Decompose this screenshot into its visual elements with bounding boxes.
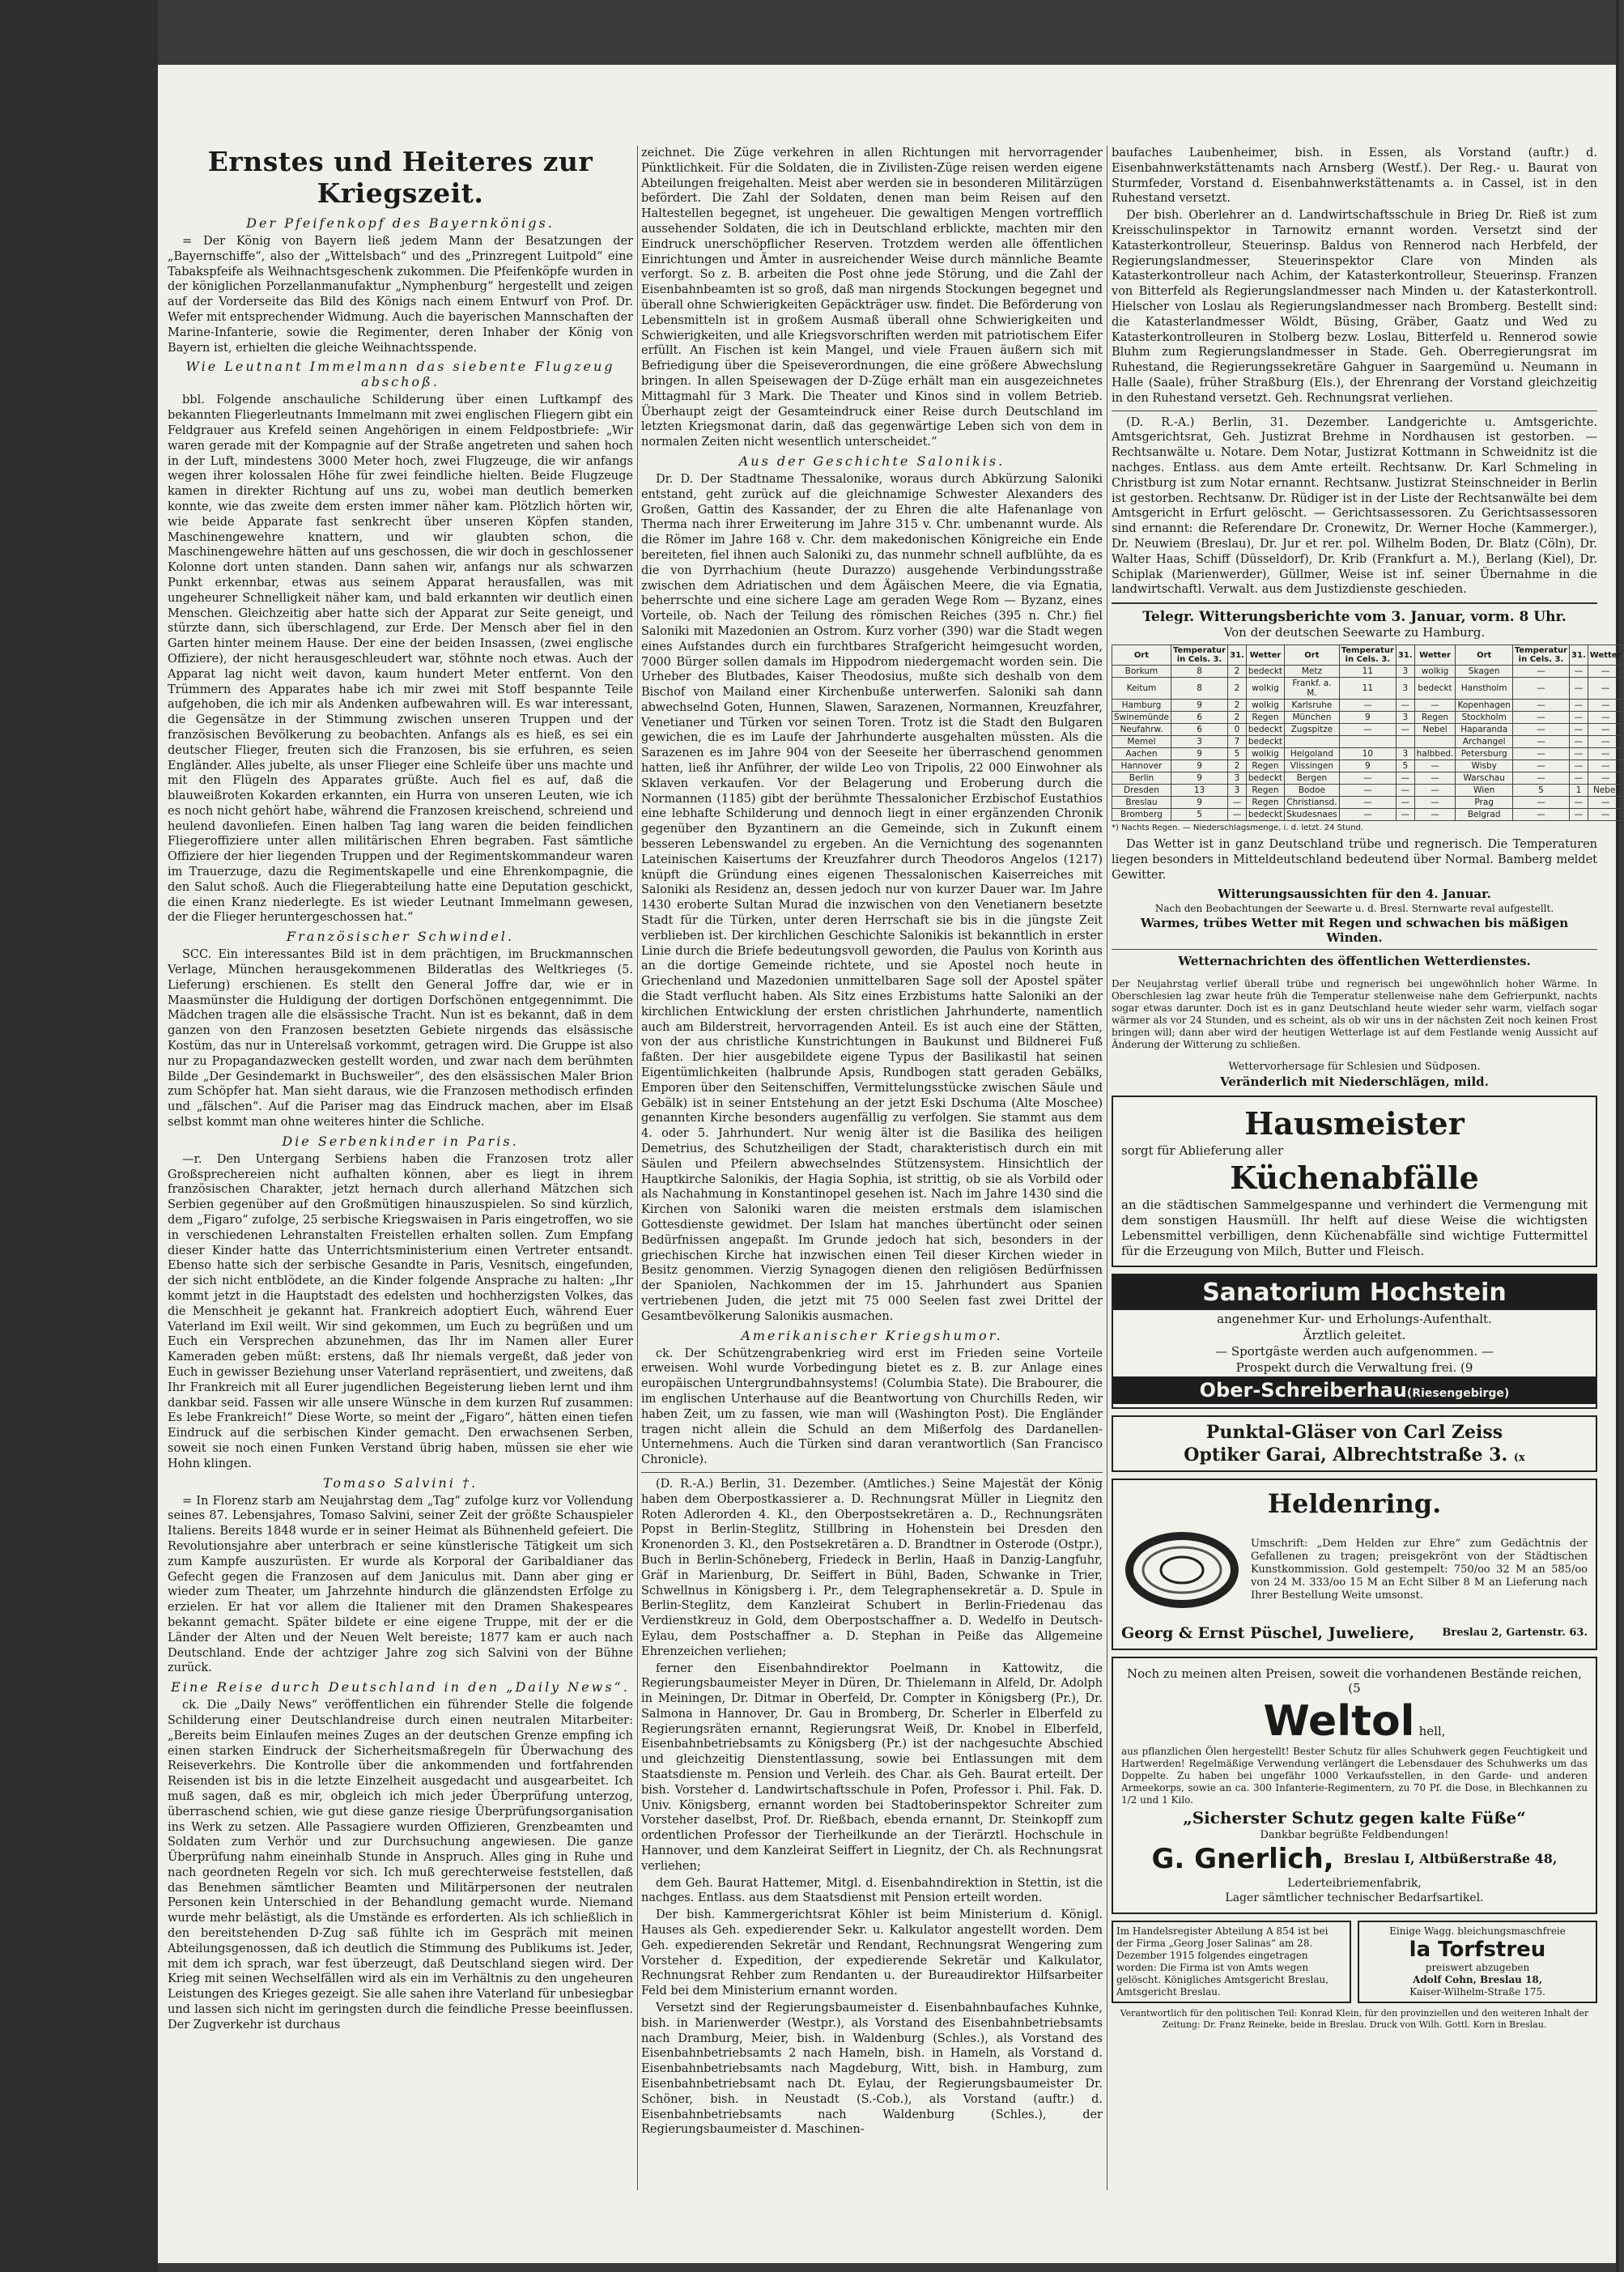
- weather-table-header-cell: Ort: [1112, 645, 1171, 666]
- ad-register-text: Im Handelsregister Abteilung A 854 ist bei der Firma „Georg Joser Salinas“ am 28. Dezember 1915 folgendes eingetragen worden: Die Firma ist von Amts wegen gelöscht. Königliches Amtsgericht Breslau, Amtsgericht Breslau.: [1116, 1925, 1329, 1998]
- weather-table-cell: —: [1339, 797, 1396, 809]
- article-paragraph: (D. R.-A.) Berlin, 31. Dezember. (Amtliches.) Seine Majestät der König haben dem Oberpostkassierer a. D. Rechnungsrat Müller in Liegnitz den Roten Adlerorden 4. Kl., den Oberpostsekretären a. D., Rechnungsräten Popst in Berlin-Steglitz, Stillbring in Hohenstein bei Dresden den Kronenorden 3. Kl., den Postsekretären a. D. Brandtner in Osterode (Ostpr.), Buch in Berlin-Schöneberg, Friedeck in Berlin, Haaß in Danzig-Langfuhr, Gräf in Marienburg, Dr. Seiffert in Bühl, Baden, Schwanke in Trier, Schwellnus in Königsberg i. Pr., dem Telegraphensekretär a. D. Spule in Berlin-Steglitz, dem Kanzleirat Schubert in Berlin-Friedenau das Verdienstkreuz in Gold, dem Oberpostschaffner a. D. Wedelfo in Deutsch-Eylau, dem Postschaffner a. D. Stephan in Peiße das Allgemeine Ehrenzeichen verliehen;: [641, 1477, 1103, 1658]
- ad-sanatorium-place-name: Ober-Schreiberhau: [1199, 1378, 1407, 1402]
- weather-table-cell: 10: [1339, 748, 1396, 760]
- weather-table-cell: Nebel: [1414, 724, 1456, 736]
- ad-zeiss-optiker: Optiker Garai, Albrechtstraße 3.: [1184, 1444, 1508, 1466]
- article-paragraph: = Der König von Bayern ließ jedem Mann der Besatzungen der „Bayernschiffe“, also der „Wittelsbach“ und des „Prinzregent Luitpold“ eine Tabakspfeife als Weihnachtsgeschenk zukommen. Die Pfeifenköpfe wurden in der königlichen Porzellanmanufaktur „Nymphenburg“ hergestellt und zeigen auf der Vorderseite das Bild des Königs nach einem Entwurf von Prof. Dr. Wefer mit entsprechender Widmung. Auch die bayerischen Mannschaften der Marine-Infanterie, sowie die Regimenter, deren Inhaber der König von Bayern ist, erhielten die gleiche Weihnachtsspende.: [168, 235, 633, 355]
- weather-table-cell: —: [1512, 712, 1569, 724]
- weather-table-cell: —: [1588, 678, 1623, 700]
- ad-torfstreu-address: Kaiser-Wilhelm-Straße 175.: [1409, 1985, 1545, 1998]
- weather-table-header-cell: Ort: [1456, 645, 1512, 666]
- weather-table-cell: Vlissingen: [1285, 760, 1340, 772]
- weather-table-cell: —: [1414, 760, 1456, 772]
- article-paragraph: (D. R.-A.) Berlin, 31. Dezember. Landgerichte u. Amtsgerichte. Amtsgerichtsrat, Geh. Justizrat Brehme in Nordhausen ist gestorben. — Rechtsanwälte u. Notare. Dem Notar, Justizrat Kottmann in Schweidnitz ist die nachges. Entlass. aus dem Amte erteilt. Rechtsanw. Dr. Karl Schmeling in Christburg ist zum Notar ernannt. Rechtsanw. Justizrat Steinschneider in Berlin ist gestorben. Rechtsanw. Dr. Rüdiger ist in der Liste der Rechtsanwälte bei dem Amtsgericht in Erfurt gelöscht. — Gerichtsassessoren. Zu Gerichtsassessoren sind ernannt: die Referendare Dr. Cronewitz, Dr. Werner Hoche (Kammerger.), Dr. Neuwiem (Breslau), Dr. Jur et rer. pol. Wilhelm Boden, Dr. Blatz (Cöln), Dr. Walter Haas, Schiff (Düsseldorf), Dr. Krib (Frankfurt a. M.), Berlang (Kiel), Dr. Schiplak (Marienwerder), Güllmer, Weise ist inf. seiner Übernahme in die landwirtschaftl. Verwalt. aus dem Justizdienste geschieden.: [1112, 415, 1597, 597]
- weather-table-cell: Metz: [1285, 666, 1340, 678]
- ad-torfstreu: [1358, 1921, 1597, 2003]
- ad-ref: (9: [1460, 1359, 1473, 1375]
- ad-sanatorium-line: — Sportgäste werden auch aufgenommen. —: [1215, 1343, 1494, 1359]
- weather-table-cell: Regen: [1246, 712, 1284, 724]
- ad-ref: (5: [1348, 1680, 1361, 1695]
- weather-table-cell: Prag: [1456, 797, 1512, 809]
- column-3: [1112, 146, 1622, 2190]
- section-title: Wie Leutnant Immelmann das siebente Flugzeug abschoß.: [185, 359, 615, 390]
- weather-table-cell: 7: [1228, 736, 1247, 748]
- weather-service-title: Wetternachrichten des öffentlichen Wetterdienstes.: [1178, 953, 1531, 968]
- weather-table-cell: —: [1512, 772, 1569, 785]
- weather-table-cell: —: [1588, 809, 1623, 821]
- weather-table-cell: —: [1396, 797, 1414, 809]
- ad-heldenring-body: [1121, 1521, 1588, 1619]
- weather-table-row: [1112, 797, 1624, 809]
- section-title: Französischer Schwindel.: [287, 929, 514, 945]
- weather-table-cell: Kopenhagen: [1456, 700, 1512, 712]
- weather-table-cell: 13: [1171, 785, 1227, 797]
- forecast-title: Witterungsaussichten für den 4. Januar.: [1218, 886, 1491, 901]
- weather-note: *) Nachts Regen. — Niederschlagsmenge, i. d. letzt. 24 Stund.: [1112, 823, 1364, 833]
- weather-table-cell: Nebel: [1588, 785, 1623, 797]
- weather-table-cell: —: [1588, 772, 1623, 785]
- newspaper-page: [158, 65, 1622, 2263]
- weather-table-cell: —: [1512, 736, 1569, 748]
- weather-table-cell: wolkig: [1414, 666, 1456, 678]
- weather-table-cell: —: [1570, 712, 1588, 724]
- article-paragraph: ferner den Eisenbahndirektor Poelmann in Kattowitz, die Regierungsbaumeister Meyer in Düren, Dr. Thielemann in Alfeld, Dr. Adolph in Meiningen, Dr. Ditmar in Oberfeld, Dr. Compter in Königsberg (Pr.), Dr. Salmona in Hannover, Dr. Gau in Bromberg, Dr. Scherler in Elberfeld zu Regierungsräten ernannt, Regierungsrat Weiß, Dr. Knobel in Elberfeld, Eisenbahnbetriebsamts zu Königsberg (Pr.) ist der nachgesuchte Abschied und gleichzeitig Dienstentlassung, sowie bei Entlassungen mit dem Staatsdienste m. Pension und Verleih. des Char. als Geh. Baurat erteilt. Der bish. Vorsteher d. Landwirtschaftsschule in Pofen, Professor i. Phil. Fak. D. Univ. Königsberg, ernannt worden bei Stadtoberinspektor Schreiter zum Vorsteher daselbst, Prof. Dr. Rießbach, ebenda ernannt, Dr. Steinkopff zum ordentlichen Professor der Tierheilkunde an der Tierärztl. Hochschule in Hannover, und dem Kanzleirat Seiffert in Liegnitz, der Ch. als Rechnungsrat verliehen;: [641, 1661, 1103, 1873]
- weather-table-header-cell: 31.: [1228, 645, 1247, 666]
- ad-weltol-suffix: hell,: [1418, 1723, 1446, 1738]
- scan-border-right: [1616, 0, 1619, 2272]
- weather-table-cell: [1339, 736, 1396, 748]
- scan-border-left: [0, 0, 158, 2272]
- ad-torfstreu-line: Einige Wagg. bleichungsmaschfreie: [1389, 1925, 1566, 1937]
- weather-table-cell: —: [1588, 797, 1623, 809]
- weather-table-cell: —: [1588, 760, 1623, 772]
- weather-table-header-cell: Wetter: [1588, 645, 1623, 666]
- weather-table-cell: —: [1414, 772, 1456, 785]
- weather-table-cell: Skudesnaes: [1285, 809, 1340, 821]
- weather-table-header-cell: Ort: [1285, 645, 1340, 666]
- weather-table-cell: 3: [1228, 785, 1247, 797]
- weather-table-cell: 9: [1171, 700, 1227, 712]
- weather-table-cell: —: [1339, 785, 1396, 797]
- weather-table-cell: 9: [1171, 772, 1227, 785]
- ad-sanatorium-place: [1113, 1376, 1596, 1404]
- weather-table-cell: Regen: [1414, 712, 1456, 724]
- weather-table-cell: Dresden: [1112, 785, 1171, 797]
- weather-table-cell: —: [1570, 736, 1588, 748]
- weather-table-cell: 9: [1171, 797, 1227, 809]
- forecast-source: Nach den Beobachtungen der Seewarte u. d. Bresl. Sternwarte reval aufgestellt.: [1154, 902, 1554, 914]
- weather-table-cell: bedeckt: [1246, 772, 1284, 785]
- weather-table-header: [1112, 645, 1624, 666]
- weather-table-cell: —: [1512, 797, 1569, 809]
- weather-table-cell: Bergen: [1285, 772, 1340, 785]
- weather-table-cell: —: [1396, 809, 1414, 821]
- weather-table-cell: Regen: [1246, 760, 1284, 772]
- weather-table-cell: —: [1512, 700, 1569, 712]
- article-paragraph: SCC. Ein interessantes Bild ist in dem prächtigen, im Bruckmannschen Verlage, München herausgekommenen Bilderatlas des Weltkrieges (5. Lieferung) erschienen. Es stellt den General Joffre dar, wie er in Maasmünster die Huldigung der dortigen Dorfschönen entgegennimmt. Die Mädchen tragen alle die elsässische Tracht. Nun ist es bekannt, daß in dem ganzen von den Franzosen besetzten Gebiete nirgends das elsässische Kostüm, das nur in Unterelsaß vorkommt, getragen wird. Die Gruppe ist also nur zu Propagandazwecken gestellt worden, und zwar nach dem berühmten Bilde „Der Gesindemarkt in Buchsweiler“, des den elsässischen Maler Brion zum Schöpfer hat. Man sieht daraus, wie die Franzosen methodisch erfinden und „fälschen“. Auf die Pariser mag das Eindruck machen, aber im Elsaß selbst kommt man ohne weiteres hinter die Schliche.: [168, 948, 633, 1130]
- article-paragraph: Versetzt sind der Regierungsbaumeister d. Eisenbahnbaufaches Kuhnke, bish. in Marienwerder (Westpr.), als Vorstand des Eisenbahnbetriebsamts nach Dramburg, Meier, bish. in Waldenburg (Schles.), als Vorstand des Eisenbahnbetriebsamts 2 nach Hameln, bish. in Hameln, als Vorstand d. Eisenbahnbetriebsamts nach Magdeburg, Witt, bish. in Hamburg, zum Eisenbahnbetriebsamt nach Dt. Eylau, der Regierungsbaumeister Dr. Schöner, bish. in Neustadt (S.-Cob.), als Vorstand (auftr.) d. Eisenbahnbetriebsamts nach Waldenburg (Schles.), der Regierungsbaumeister d. Maschinen-: [641, 2002, 1103, 2137]
- ad-weltol-brand: [1121, 1697, 1588, 1746]
- weather-table-cell: —: [1588, 748, 1623, 760]
- weather-table-cell: Berlin: [1112, 772, 1171, 785]
- weather-table-row: [1112, 678, 1624, 700]
- weather-table-cell: [1414, 736, 1456, 748]
- section-title: Aus der Geschichte Salonikis.: [738, 453, 1005, 469]
- weather-table-cell: —: [1588, 700, 1623, 712]
- weather-table-cell: 3: [1396, 712, 1414, 724]
- ad-sanatorium-title: Sanatorium Hochstein: [1113, 1275, 1596, 1310]
- ad-weltol-firm-row: [1121, 1843, 1588, 1875]
- ad-weltol-thanks: Dankbar begrüßte Feldbendungen!: [1260, 1828, 1449, 1841]
- weather-table-cell: —: [1414, 797, 1456, 809]
- weather-table-cell: —: [1588, 736, 1623, 748]
- weather-table-cell: Neufahrw.: [1112, 724, 1171, 736]
- weather-table-cell: —: [1228, 809, 1247, 821]
- ad-ref: (x: [1513, 1451, 1525, 1464]
- weather-table-cell: Stockholm: [1456, 712, 1512, 724]
- weather-table-cell: 9: [1339, 760, 1396, 772]
- ad-weltol: [1112, 1657, 1597, 1914]
- weather-table-cell: —: [1396, 772, 1414, 785]
- weather-table-cell: —: [1512, 809, 1569, 821]
- ad-heldenring: [1112, 1479, 1597, 1650]
- weather-table-cell: Hanstholm: [1456, 678, 1512, 700]
- section-title: Die Serbenkinder in Paris.: [282, 1133, 519, 1149]
- ad-heldenring-firm-row: [1121, 1624, 1588, 1642]
- weather-table-cell: —: [1588, 724, 1623, 736]
- weather-table-cell: —: [1512, 666, 1569, 678]
- weather-table-cell: 0: [1228, 724, 1247, 736]
- weather-table-cell: —: [1570, 700, 1588, 712]
- weather-table-row: [1112, 748, 1624, 760]
- ad-zeiss: [1112, 1415, 1597, 1472]
- weather-table-row: [1112, 724, 1624, 736]
- weather-table-cell: 3: [1396, 678, 1414, 700]
- weather-table-cell: 3: [1396, 748, 1414, 760]
- article-paragraph: Dr. D. Der Stadtname Thessalonike, woraus durch Abkürzung Saloniki entstand, geht zurück auf die gleichnamige Schwester Alexanders des Großen, Gattin des Kassander, der zu Ehren die alte Hafenanlage von Therma nach ihrer Erweiterung im Jahre 315 v. Chr. umbenannt wurde. Als die Römer im Jahre 168 v. Chr. dem makedonischen Königreiche ein Ende bereiteten, fiel ihnen auch Saloniki zu, das nunmehr schnell aufblühte, da es die von Dyrrhachium (heute Durazzo) ausgehende Verbindungsstraße zwischen dem Adriatischen und dem Ägäischen Meere, die via Egnatia, beherrschte und eine sichere Lage am geraden Wege Rom — Byzanz, eines Vorteile, ob. Nach der Teilung des römischen Reiches (395 n. Chr.) fiel Saloniki mit Mazedonien an Ostrom. Kurz vorher (390) war die Stadt wegen eines Aufstandes durch ein furchtbares Strafgericht heimgesucht worden, 7000 Bürger sollen damals im Hippodrom niedergemacht worden sein. Die Urheber des Blutbades, Kaiser Theodosius, mußte sich deshalb von dem Bischof von Mailand einer Kirchenbuße unterwerfen. Saloniki sah dann abwechselnd Goten, Hunnen, Slawen, Sarazenen, Normannen, Kreuzfahrer, Venetianer und Türken vor seinen Toren. Trotz ist die Stadt den Bulgaren gewichen, die es im Laufe der Jahrhunderte ausgehalten müssten. Als die Sarazenen es im Jahre 904 von der Seeseite her überraschend genommen hatten, ließ ihr Anführer, der wilde Leo von Tripolis, 22 000 Einwohner als Sklaven verkaufen. Vor der Belagerung und Eroberung durch die Normannen (1185) gibt der berühmte Thessalonicher Erzbischof Eustathios eine lebhafte Schilderung und dennoch liegt in einer ergänzenden Chronik gegenüber den Byzantinern an die Gemeinde, sich in Zukunft einem besseren Lebenswandel zu ergeben. An die Vernichtung des sogenannten Lateinischen Kaisertums der Kreuzfahrer durch Theodoros Angelos (1217) knüpft die Gründung eines eigenen Thessalonischen Kaiserreiches mit Saloniki als Residenz an, dessen jedoch nur von kurzer Dauer war. Im Jahre 1430 eroberte Sultan Murad die inzwischen von den Venetianern besetzte Stadt für die Türken, unter deren Herrschaft sie bis in die jüngste Zeit verblieben ist. Der kirchlichen Geschichte Salonikis ist bekanntlich in erster Linie durch die Briefe bedeutungsvoll geworden, die Paulus von Korinth aus an die dortige Gemeinde richtete, und sie Apostel noch heute in Griechenland und Mazedonien unmittelbaren Sage soll der Apostel später die Stadt verflucht haben. Als Sitz eines Erzbistums hatte Saloniki an der kirchlichen Entwicklung der ersten christlichen Jahrhunderte, namentlich auch am Bilderstreit, hervorragenden Anteil. Es ist auch eine der Stätten, von der aus christliche Kunstrichtungen in Baukunst und Bildnerei Fuß faßten. Der hier ausgebildete eigene Typus der Basilikastil hat seinen Eigentümlichkeiten (halbrunde Apsis, Rundbogen statt geraden Gebälks, Emporen über den Seitenschiffen, Vermittelungsstücke zwischen Säule und Gebälk) ist in seiner Entstehung an der jetzt Eski Dschuma (Alte Moschee) genannten Kirche besonders augenfällig zu verfolgen. Sie stammt aus dem 4. oder 5. Jahrhundert. Nur wenig älter ist die Basilika des heiligen Demetrius, des Schutzheiligen der Stadt, charakteristisch durch ein mit Säulen und Pfeilern abwechselndes Stützensystem. Hinsichtlich der Hauptkirche Salonikis, der Hagia Sophia, ist strittig, ob sie als Vorbild oder als Nachahmung in Konstantinopel gesehen ist. Nach im Jahre 1430 sind die Kirchen von Saloniki waren die meisten erstmals dem islamischen Gottesdienste gewidmet. Der Islam hat manches übertüncht oder seinen Bedürfnissen angepaßt. Im Grunde jedoch hat sich, besonders in der griechischen Kirche hat inzwischen einen Teil dieser Kirchen wieder in Besitz genommen. Vierzig Synagogen dienen den religiösen Bedürfnissen der Spaniolen, Nachkommen der im 15. Jahrhundert aus Spanien vertriebenen Juden, die jetzt mit 75 000 Seelen fast zwei Drittel der Gesamtbevölkerung Salonikis ausmachen.: [641, 472, 1103, 1323]
- weather-table-header-cell: 31.: [1396, 645, 1414, 666]
- ad-weltol-address: Breslau I, Altbüßerstraße 48,: [1343, 1851, 1558, 1866]
- weather-table-cell: Christiansd.: [1285, 797, 1340, 809]
- weather-table-cell: —: [1396, 700, 1414, 712]
- imprint: Verantwortlich für den politischen Teil: Konrad Klein, für den provinziellen und den weiteren Inhalt der Zeitung: Dr. Franz Reineke, beide in Breslau. Druck von Wilh. Gottl. Korn in Breslau.: [1120, 2007, 1589, 2030]
- ad-hausmeister-title: Hausmeister: [1244, 1104, 1465, 1142]
- weather-table-cell: wolkig: [1246, 748, 1284, 760]
- weather-table-cell: Bodoe: [1285, 785, 1340, 797]
- weather-table-header-cell: Wetter: [1414, 645, 1456, 666]
- weather-table-cell: —: [1414, 785, 1456, 797]
- weather-table-cell: bedeckt: [1246, 724, 1284, 736]
- weather-table-cell: halbbed.: [1414, 748, 1456, 760]
- weather-table-cell: Borkum: [1112, 666, 1171, 678]
- weather-table-cell: 2: [1228, 666, 1247, 678]
- ad-zeiss-line: [1116, 1444, 1592, 1466]
- weather-table-cell: Wisby: [1456, 760, 1512, 772]
- article-paragraph: zeichnet. Die Züge verkehren in allen Richtungen mit hervorragender Pünktlichkeit. Für die Soldaten, die in Zivilisten-Züge reisen werden eigene Abteilungen freigehalten. Meist aber werden sie in besonderen Militärzügen befördert. Die Zahl der Soldaten, denen man beim Reisen auf den Haltestellen begegnet, ist ungeheuer. Die gewaltigen Mengen vortrefflich aussehender Soldaten, die ich in Deutschland erblickte, machten mir den Eindruck unerschöpflicher Reserven. Trotzdem werden alle öffentlichen Einrichtungen und Ämter in ausreichender Weise durch männliche Beamte verforgt. So z. B. arbeiten die Post ohne jede Störung, und die Zahl der Eisenbahnbeamten ist so groß, daß man nirgends Stockungen begegnet und überall ohne Schwierigkeiten Gepäckträger usw. findet. Die Beförderung von Lebensmitteln ist in großem Ausmaß überall ohne Schwierigkeiten und Schwierigkeiten, und alle Kriegsvorschriften werden mit patriotischem Eifer erfüllt. An Fischen ist kein Mangel, und viele Frauen äußern sich mit Befriedigung über die Speiseverordnungen, die eine größere Abwechslung bringen. In allen Speisewagen der D-Züge erhält man ein ausgezeichnetes Mittagmahl für 3 Mark. Die Theater und Kinos sind in vollem Betrieb. Überhaupt zeigt der Gesamteindruck einer Reise durch Deutschland im letzten Kriegsmonat darin, daß das gegenwärtige Leben sich von dem in normalen Zeiten nicht wesentlich unterscheidet.“: [641, 147, 1103, 449]
- outlook-text: Veränderlich mit Niederschlägen, mild.: [1220, 1074, 1489, 1089]
- weather-table-cell: 6: [1171, 712, 1227, 724]
- weather-table-cell: —: [1339, 772, 1396, 785]
- divider: [641, 1472, 1103, 1473]
- weather-table-cell: 5: [1228, 748, 1247, 760]
- weather-table-cell: 2: [1228, 700, 1247, 712]
- main-headline: Ernstes und Heiteres zur Kriegszeit.: [207, 146, 593, 209]
- outlook-title: Wettervorhersage für Schlesien und Südposen.: [1228, 1060, 1481, 1073]
- weather-table-cell: Zugspitze: [1285, 724, 1340, 736]
- weather-table-cell: Skagen: [1456, 666, 1512, 678]
- weather-table-cell: bedeckt: [1246, 736, 1284, 748]
- weather-table-row: [1112, 772, 1624, 785]
- weather-table-cell: —: [1512, 724, 1569, 736]
- weather-table-row: [1112, 712, 1624, 724]
- weather-table-cell: Regen: [1246, 785, 1284, 797]
- ad-register: [1112, 1921, 1351, 2003]
- weather-table-cell: —: [1570, 678, 1588, 700]
- weather-table-header-cell: Wetter: [1246, 645, 1284, 666]
- column-2: [641, 146, 1103, 2190]
- weather-table-row: [1112, 700, 1624, 712]
- weather-table-row: [1112, 760, 1624, 772]
- weather-table-cell: —: [1588, 666, 1623, 678]
- ad-torfstreu-line: preiswert abzugeben: [1425, 1961, 1530, 1973]
- ad-heldenring-title: Heldenring.: [1267, 1487, 1442, 1519]
- weather-table-cell: —: [1396, 785, 1414, 797]
- weather-table-cell: —: [1570, 724, 1588, 736]
- weather-table-cell: Hannover: [1112, 760, 1171, 772]
- weather-table-cell: Warschau: [1456, 772, 1512, 785]
- ad-heldenring-address: Breslau 2, Gartenstr. 63.: [1442, 1627, 1588, 1639]
- weather-table-cell: 2: [1228, 760, 1247, 772]
- weather-table-cell: 11: [1339, 678, 1396, 700]
- weather-table-cell: —: [1588, 712, 1623, 724]
- weather-table-row: [1112, 736, 1624, 748]
- article-paragraph: bbl. Folgende anschauliche Schilderung über einen Luftkampf des bekannten Fliegerleutnants Immelmann mit zwei englischen Fliegern gibt ein Feldgrauer aus Krefeld seinen Angehörigen in einem Feldpostbriefe: „Wir waren gerade mit der Kompagnie auf der Straße angetreten und sahen hoch in der Luft, mindestens 3000 Meter hoch, zwei Flugzeuge, die wir anfangs wegen ihrer kolossalen Höhe für zwei feindliche hielten. Beide Flugzeuge kamen in direkter Richtung auf uns zu, wobei man deutlich bemerken konnte, wie das zweite dem ersten immer näher kam. Plötzlich hörten wir, wie beide Apparate fast senkrecht über unseren Köpfen standen, Maschinengewehre knattern, und wir glaubten schon, die Maschinengewehre hätten auf uns geschossen, die wir doch in geschlossener Kolonne dort unten standen. Dann sahen wir, anfangs nur als schwarzen Punkt erkennbar, etwas aus seinem Apparat herausfallen, was mit ungeheurer Schnelligkeit näher kam, und bald erkannten wir deutlich einen Menschen. Gleichzeitig aber hatte sich der Apparat zur Seite geneigt, und stürzte dann, sich überschlagend, zur Erde. Der Mensch aber fiel in den Garten hinter meinem Hause. Der eine der beiden Insassen, (zwei englische Offiziere), der nicht herausgeschleudert war, stöhnte noch etwas. Auch der Apparat lag nicht weit davon, kaum hundert Meter entfernt. Von den Trümmern des Apparates habe ich mir zwei mit Stoff bespannte Teile aufgehoben, die ich mir als Andenken aufbewahren will. Es war interessant, die Gegensätze in der Stimmung zwischen unseren Truppen und der französischen Bevölkerung zu beobachten. Anfangs als es hieß, es sei ein deutscher Flieger, freuten sich die Franzosen, bis sie erfuhren, es seien Engländer. Alles jubelte, als unser Flieger eine Schleife über uns machte und mit den Flügeln des Apparates grüßte. Auch fiel es auf, daß die blauweißroten Kokarden erkannten, ein Hurra von unseren Leuten, wie ich es noch nicht gehört habe, während die Franzosen kreischend, schreiend und heulend davonliefen. Einen halben Tag lang waren die beiden feindlichen Fliegeroffiziere unter allen militärischen Ehren begraben. Fast sämtliche Offiziere der hier liegenden Truppen und der Regimentskommandeur waren im Trauerzuge, dazu die Regimentskapelle und eine Ehrenkompagnie, die den Salut schoß. Auch die Fliegerabteilung hatte eine Deputation geschickt, die einen Kranz niederlegte. Es ist wieder Leutnant Immelmann gewesen, der die Flieger heruntergeschossen hat.“: [168, 394, 633, 925]
- article-paragraph: dem Geh. Baurat Hattemer, Mitgl. d. Eisenbahndirektion in Stettin, ist die nachges. Entlass. aus dem Staatsdienst mit Pension erteilt worden.: [641, 1876, 1103, 1905]
- section-title: Tomaso Salvini †.: [322, 1474, 478, 1491]
- weather-table-cell: Breslau: [1112, 797, 1171, 809]
- ad-sanatorium-line: angenehmer Kur- und Erholungs-Aufenthalt.: [1217, 1311, 1492, 1326]
- ad-weltol-firm: G. Gnerlich,: [1151, 1842, 1334, 1875]
- weather-table-row: [1112, 666, 1624, 678]
- weather-table-cell: bedeckt: [1246, 666, 1284, 678]
- article-paragraph: baufaches Laubenheimer, bish. in Essen, als Vorstand (auftr.) d. Eisenbahnwerkstättenamts nach Arnsberg (Westf.). Der Reg.- u. Baurat von Sturmfeder, Vorstand d. Eisenbahnwerkstättenamts a. in Cassel, ist in den Ruhestand versetzt.: [1112, 147, 1597, 206]
- weather-table-cell: Bromberg: [1112, 809, 1171, 821]
- ad-hausmeister-line: sorgt für Ablieferung aller: [1121, 1142, 1284, 1158]
- weather-table-cell: Belgrad: [1456, 809, 1512, 821]
- weather-table-cell: Hamburg: [1112, 700, 1171, 712]
- ring-icon: [1121, 1525, 1243, 1615]
- ad-hausmeister: [1112, 1096, 1597, 1267]
- article-paragraph: ck. Der Schützengrabenkrieg wird erst im Frieden seine Vorteile erweisen. Wohl wurde Vorbedingung bietet es z. B. zur Anlage eines europäischen Untergrundbahnsystems! (Columbia State). Die Brabourer, die im englischen Unterhause auf die Beantwortung von Churchills Reden, wir haben Zeit, um zu fassen, wie man will (Washington Post). Die Engländer tragen nicht allein die Schuld an dem Mißerfolg des Dardanellen-Unternehmens. Auch die Türken sind daran verantwortlich (San Francisco Chronicle).: [641, 1347, 1103, 1467]
- ad-weltol-title: Weltol: [1263, 1696, 1415, 1746]
- small-ads-row: [1112, 1921, 1597, 2003]
- weather-table-cell: Helgoland: [1285, 748, 1340, 760]
- weather-table-cell: 2: [1228, 678, 1247, 700]
- weather-table-cell: —: [1396, 724, 1414, 736]
- weather-table-cell: Keitum: [1112, 678, 1171, 700]
- ad-weltol-intro-text: Noch zu meinen alten Preisen, soweit die vorhandenen Bestände reichen,: [1126, 1666, 1583, 1681]
- weather-table: [1112, 645, 1624, 821]
- ad-heldenring-firm: Georg & Ernst Püschel, Juweliere,: [1121, 1623, 1415, 1642]
- weather-table-cell: Frankf. a. M.: [1285, 678, 1340, 700]
- ad-zeiss-title: Punktal-Gläser von Carl Zeiss: [1205, 1421, 1503, 1443]
- ad-torfstreu-title: la Torfstreu: [1409, 1937, 1546, 1962]
- article-paragraph: ck. Die „Daily News“ veröffentlichen ein führender Stelle die folgende Schilderung einer Deutschlandreise durch einen neutralen Mitarbeiter: „Bereits beim Einlaufen meines Zuges an der deutschen Grenze empfing ich einen starken Eindruck der Sicherheitsmaßregeln für Überwachung des Reiseverkehrs. Die Kontrolle über die ankommenden und fortfahrenden Reisenden ist bis in die letzte Einzelheit ausgedacht und ausgearbeitet. Ich muß sagen, daß es mir, obgleich ich mich jeder Überprüfung unterzog, überraschend schien, wie gut diese ganze riesige Überprüfungsorganisation ins Werk zu setzen. Alle Passagiere wurden Offizieren, Grenzbeamten und Soldaten zum Verhör und zur Durchsuchung angewiesen. Die ganze Überprüfung nahm eineinhalb Stunde in Anspruch. Alles ging in Ruhe und nach geordneten Regeln vor sich. Ich muß gerechterweise feststellen, daß das Benehmen sämtlicher Beamten und Militärpersonen der neutralen Personen kein Unterschied in der Behandlung gemacht wurde. Niemand wurde mehr belästigt, als die Umstände es erforderten. Als ich schließlich in den bereitstehenden D-Zug saß fühlte ich im Gespräch mit meinen Abteilungsgenossen, daß ich deutlich die Stimmung des Publikums ist. Jeder, mit dem ich sprach, war fest überzeugt, daß Deutschland siegen wird. Der Krieg mit seinen Wechselfällen wird als ein im Verhältnis zu den ungeheuren Leistungen des Krieges gezeigt. Sie alle sahen ihre Vaterland für unbesiegbar und lassen sich nicht im geringsten durch die feindliche Presse beeinflussen. Der Zugverkehr ist durchaus: [168, 1699, 633, 2032]
- ad-weltol-intro: [1121, 1666, 1588, 1695]
- weather-table-header-cell: Temperatur in Cels. 3.: [1171, 645, 1227, 666]
- ad-heldenring-text: Umschrift: „Dem Helden zur Ehre“ zum Gedächtnis der Gefallenen zu tragen; preisgekrönt von der Städtischen Kunstkommission. Gold gestempelt: 750/oo 32 M an 585/oo von 24 M. 333/oo 15 M an Echt Silber 8 M an Lieferung nach Ihrer Bestellung Weite umsonst.: [1251, 1537, 1588, 1602]
- weather-table-cell: —: [1570, 797, 1588, 809]
- weather-table-cell: wolkig: [1246, 700, 1284, 712]
- weather-table-cell: bedeckt: [1414, 678, 1456, 700]
- weather-table-cell: 5: [1396, 760, 1414, 772]
- weather-table-cell: Petersburg: [1456, 748, 1512, 760]
- weather-table-cell: [1396, 736, 1414, 748]
- weather-table-cell: 1: [1570, 785, 1588, 797]
- weather-table-cell: —: [1339, 700, 1396, 712]
- weather-table-cell: bedeckt: [1246, 809, 1284, 821]
- weather-table-cell: —: [1570, 760, 1588, 772]
- ad-weltol-desc: Lederteibriemenfabrik,: [1287, 1876, 1422, 1890]
- weather-table-cell: —: [1512, 748, 1569, 760]
- weather-table-cell: —: [1512, 760, 1569, 772]
- ad-torfstreu-firm: Adolf Cohn, Breslau 18,: [1413, 1973, 1542, 1985]
- weather-table-cell: —: [1228, 797, 1247, 809]
- ad-weltol-text: aus pflanzlichen Ölen hergestellt! Bester Schutz für alles Schuhwerk gegen Feuchtigkeit und Hartwerden! Regelmäßige Verwendung verlängert die Lebensdauer des Schuhwerks um das Doppelte. Zu haben bei ungefähr 1000 Verkaufsstellen, in den Garde- und anderen Armeekorps, sowie an ca. 300 Infanterie-Regimentern, zu 70 Pf. die Dose, in Blechkannen zu 1/2 und 1 Kilo.: [1121, 1745, 1588, 1806]
- forecast-text: Warmes, trübes Wetter mit Regen und schwachen bis mäßigen Winden.: [1140, 915, 1569, 945]
- weather-table-cell: —: [1339, 724, 1396, 736]
- weather-table-cell: [1285, 736, 1340, 748]
- weather-text: Das Wetter ist in ganz Deutschland trübe und regnerisch. Die Temperaturen liegen besonders in Mitteldeutschland bedeutend über Normal. Bamberg meldet Gewitter.: [1112, 838, 1597, 882]
- ad-weltol-slogan: „Sicherster Schutz gegen kalte Füße“: [1183, 1807, 1526, 1827]
- weather-table-row: [1112, 809, 1624, 821]
- weather-table-cell: Swinemünde: [1112, 712, 1171, 724]
- column-rule-1: [637, 146, 638, 2190]
- weather-table-cell: München: [1285, 712, 1340, 724]
- ad-hausmeister-title2: Küchenabfälle: [1230, 1159, 1479, 1196]
- weather-table-cell: 11: [1339, 666, 1396, 678]
- weather-table-cell: —: [1570, 666, 1588, 678]
- weather-table-cell: Wien: [1456, 785, 1512, 797]
- section-title: Eine Reise durch Deutschland in den „Daily News“.: [171, 1679, 630, 1695]
- weather-table-cell: 5: [1512, 785, 1569, 797]
- divider: [1112, 602, 1597, 604]
- weather-table-cell: Haparanda: [1456, 724, 1512, 736]
- ad-sanatorium: [1112, 1274, 1597, 1409]
- weather-table-body: [1112, 666, 1624, 821]
- ad-sanatorium-prospect: Prospekt durch die Verwaltung frei.: [1235, 1359, 1457, 1375]
- weather-table-cell: Aachen: [1112, 748, 1171, 760]
- weather-table-cell: —: [1570, 748, 1588, 760]
- weather-subtitle: Von der deutschen Seewarte zu Hamburg.: [1223, 625, 1486, 640]
- weather-table-cell: Archangel: [1456, 736, 1512, 748]
- article-paragraph: —r. Den Untergang Serbiens haben die Franzosen trotz aller Großsprechereien nicht aufhalten können, aber es liegt in ihrem französischen Charakter, jetzt hernach durch allerhand Mätzchen sich Serbien gegenüber auf den Großmütigen hinauszuspielen. So sind kürzlich, dem „Figaro“ zufolge, 25 serbische Kriegswaisen in Paris eingetroffen, wo sie in verschiedenen Lehranstalten Freistellen erhalten sollen. Zum Empfang dieser Kinder hatte das Unterrichtsministerium einen Vertreter entsandt. Ebenso hatte sich der serbische Gesandte in Paris, Vesnitsch, eingefunden, der sich nicht entblödete, an die Kinder folgende Ansprache zu halten: „Ihr kommt jetzt in die Hauptstadt des edelsten und hochherzigsten Volkes, das die Menschheit je gekannt hat. Frankreich adoptiert Euch, während Euer Vaterland im Exil weilt. Wir sind gekommen, um Euch zu begrüßen und um Euch ein Versprechen abzunehmen, das Ihr im Namen aller Eurer Kameraden geben müßt: erstens, daß Ihr niemals vergeßt, daß jeder von Euch in gewisser Beziehung unser Vaterland repräsentiert, und zweitens, daß Ihr Frankreich mit all Eurer jugendlichen Begeisterung lieben lernt und ihm dankbar seid. Fassen wir alle unsere Wünsche in dem kurzen Ruf zusammen: Es lebe Frankreich!“ Diese Worte, so meint der „Figaro“, hätten einen tiefen Eindruck auf die serbischen Kinder gemacht. Den erwachsenen Serben, soweit sie noch einen Funken Verstand übrig haben, müssen sie eher wie Hohn klingen.: [168, 1152, 633, 1470]
- weather-table-cell: 9: [1171, 748, 1227, 760]
- weather-table-cell: 3: [1171, 736, 1227, 748]
- weather-table-cell: 9: [1171, 760, 1227, 772]
- article-paragraph: Der bish. Kammergerichtsrat Köhler ist beim Ministerium d. Königl. Hauses als Geh. expedierender Sekr. u. Kalkulator angestellt worden. Dem Geh. expedierenden Sekretär und Rendant, Rechnungsrat Wengering zum Vorsteher d. Expedition, der expedierende Sekretär und Kalkulator, Rechnungsrat Rehber zum Rendanten u. der Bureaudirektor Hilfsarbeiter Feld bei dem Ministerium ernannt worden.: [641, 1908, 1103, 1998]
- weather-table-cell: —: [1570, 772, 1588, 785]
- weather-table-cell: 2: [1228, 712, 1247, 724]
- weather-service-text: Der Neujahrstag verlief überall trübe und regnerisch bei ungewöhnlich hoher Wärme. In Oberschlesien lag zwar heute früh die Temperatur stellenweise nahe dem Gefrierpunkt, nachts sogar etwas darunter. Doch ist es in ganz Deutschland heute wieder sehr warm, vielfach sogar wärmer als vor 24 Stunden, und es scheint, als ob wir uns in der nächsten Zeit noch keinen Frost bringen will; dann aber wird der heutigen Wetterlage ist auf dem Festlande wenig Aussicht auf Änderung der Witterung zu schließen.: [1112, 977, 1597, 1050]
- weather-table-header-cell: 31.: [1570, 645, 1588, 666]
- ad-hausmeister-text: an die städtischen Sammelgespanne und verhindert die Vermengung mit dem sonstigen Hausmüll. Ihr helft auf diese Weise die wichtigsten Lebensmittel verbilligen, denn Küchenabfälle sind wichtige Futtermittel für die Erzeugung von Milch, Butter und Fleisch.: [1121, 1197, 1588, 1258]
- ad-sanatorium-place-suffix: (Riesengebirge): [1406, 1386, 1510, 1400]
- section-title: Der Pfeifenkopf des Bayernkönigs.: [246, 215, 555, 231]
- weather-table-cell: —: [1512, 678, 1569, 700]
- weather-table-header-cell: Temperatur in Cels. 3.: [1339, 645, 1396, 666]
- weather-table-cell: 3: [1228, 772, 1247, 785]
- section-title: Amerikanischer Kriegshumor.: [741, 1327, 1003, 1343]
- divider: [1112, 949, 1597, 950]
- ad-sanatorium-line: Ärztlich geleitet.: [1303, 1327, 1406, 1342]
- weather-title: Telegr. Witterungsberichte vom 3. Januar, vorm. 8 Uhr.: [1142, 609, 1567, 626]
- article-paragraph: Der bish. Oberlehrer an d. Landwirtschaftsschule in Brieg Dr. Rieß ist zum Kreisschulinspektor in Tarnowitz ernannt worden. Versetzt sind der Katasterkontrolleur, Steuerinsp. Baldus von Rennerod nach Herbfeld, der Regierungslandmesser, Steuerinspektor Clare von Minden als Katasterkontrolleur nach Achim, der Katasterkontrolleur, Steuerinsp. Franzen von Bitterfeld als Regierungslandmesser nach Minden u. der Katasterkontroll. Hielscher von Loslau als Regierungslandmesser nach Bromberg. Bestellt sind: die Katasterlandmesser Wöldt, Büsing, Gräber, Gaatz und Wed zu Katasterkontrolleuren in Stolberg bezw. Loslau, Bitterfeld u. Rennerod sowie Bluhm zum Regierungslandmesser in Stade. Geh. Oberregierungsrat im Ruhestand, die Regierungssekretäre Gahguer in Saargemünd u. Neumann in Halle (Saale), früher Straßburg (Els.), der Ehrenrang der Vorstand gleichzeitig in den Ruhestand versetzt. Geh. Rechnungsrat verliehen.: [1112, 209, 1597, 405]
- weather-table-cell: wolkig: [1246, 678, 1284, 700]
- ad-sanatorium-line: [1113, 1360, 1596, 1375]
- weather-table-cell: —: [1414, 809, 1456, 821]
- weather-table-cell: —: [1339, 809, 1396, 821]
- weather-table-cell: Regen: [1246, 797, 1284, 809]
- weather-table-cell: 3: [1396, 666, 1414, 678]
- weather-table-cell: —: [1414, 700, 1456, 712]
- weather-table-cell: 8: [1171, 678, 1227, 700]
- weather-table-cell: Memel: [1112, 736, 1171, 748]
- weather-table-cell: 9: [1339, 712, 1396, 724]
- weather-table-cell: —: [1570, 809, 1588, 821]
- weather-table-header-cell: Temperatur in Cels. 3.: [1512, 645, 1569, 666]
- weather-table-row: [1112, 785, 1624, 797]
- weather-table-cell: 5: [1171, 809, 1227, 821]
- weather-table-cell: Karlsruhe: [1285, 700, 1340, 712]
- column-1: [168, 146, 633, 2190]
- weather-table-cell: 8: [1171, 666, 1227, 678]
- weather-table-cell: 6: [1171, 724, 1227, 736]
- article-paragraph: = In Florenz starb am Neujahrstag dem „Tag“ zufolge kurz vor Vollendung seines 87. Lebensjahres, Tomaso Salvini, seiner Zeit der größte Schauspieler Italiens. Bereits 1848 wurde er in seiner Heimat als Bühnenheld gefeiert. Die Revolutionsjahre aber unterbrach er seine künstlerische Tätigkeit um sich zum Kampfe auszurüsten. Er wurde als Korporal der Garibaldianer das Gefecht gegen die Franzosen auf dem Janiculus mit. Dann aber ging er wieder zum Theater, um Jahrzehnte hindurch die glänzendsten Erfolge zu erzielen. Er hat vor allem die Italiener mit den Dramen Shakespeares bekannt gemacht. Später bildete er eine eigene Truppe, mit der er die Länder der Alten und der Neuen Welt bereiste; 1877 kam er auch nach Deutschland. Ende der achtziger Jahre zog sich Salvini von der Bühne zurück.: [168, 1494, 633, 1675]
- ad-weltol-desc: Lager sämtlicher technischer Bedarfsartikel.: [1225, 1891, 1484, 1904]
